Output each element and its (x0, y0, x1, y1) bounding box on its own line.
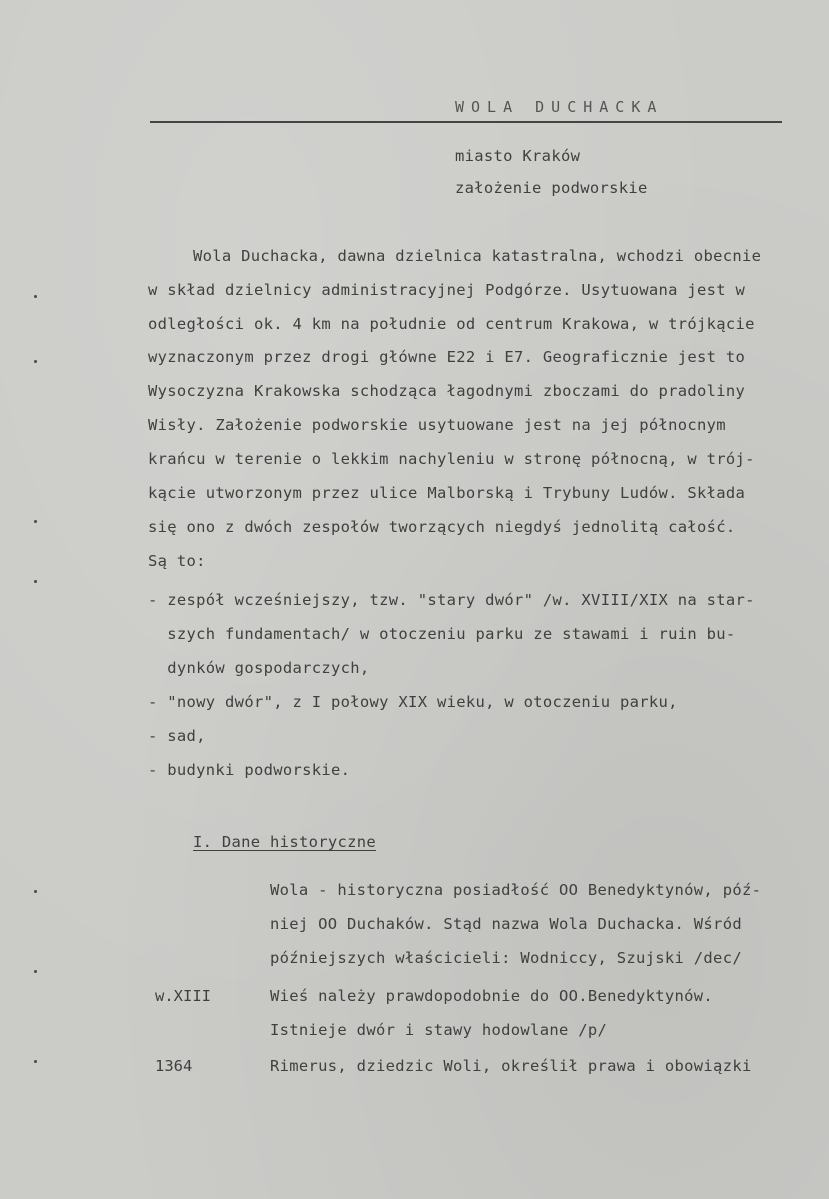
binding-hole (34, 970, 37, 973)
document-title: WOLA DUCHACKA (455, 98, 664, 116)
section-line: Wola - historyczna posiadłość OO Benedyktynów, póź- (270, 881, 762, 899)
section-line: późniejszych właścicieli: Wodniccy, Szujski /dec/ (270, 949, 742, 967)
binding-hole (34, 360, 37, 363)
list-item: - "nowy dwór", z I połowy XIX wieku, w otoczeniu parku, (148, 693, 678, 711)
intro-line: Wola Duchacka, dawna dzielnica katastralna, wchodzi obecnie (193, 247, 762, 265)
binding-hole (34, 520, 37, 523)
entry-line: Wieś należy prawdopodobnie do OO.Benedyktynów. (270, 987, 714, 1005)
list-item: - zespół wcześniejszy, tzw. "stary dwór" /w. XVIII/XIX na star- (148, 591, 755, 609)
city-label: miasto Kraków (455, 147, 581, 165)
entry-date: 1364 (155, 1057, 193, 1075)
list-item: - sad, (148, 727, 206, 745)
intro-line: w skład dzielnicy administracyjnej Podgórze. Usytuowana jest w (148, 281, 746, 299)
intro-line: Wisły. Założenie podworskie usytuowane jest na jej północnym (148, 416, 726, 434)
entry-line: Rimerus, dziedzic Woli, określił prawa i obowiązki (270, 1057, 752, 1075)
binding-hole (34, 295, 37, 298)
intro-line: się ono z dwóch zespołów tworzących niegdyś jednolitą całość. (148, 518, 736, 536)
entry-line: Istnieje dwór i stawy hodowlane /p/ (270, 1021, 608, 1039)
section-line: niej OO Duchaków. Stąd nazwa Wola Duchacka. Wśród (270, 915, 742, 933)
intro-line: Wysoczyzna Krakowska schodząca łagodnymi zboczami do pradoliny (148, 382, 746, 400)
list-item: szych fundamentach/ w otoczeniu parku ze stawami i ruin bu- (148, 625, 736, 643)
type-label: założenie podworskie (455, 179, 648, 197)
section-heading: I. Dane historyczne (193, 833, 377, 851)
intro-line: Są to: (148, 552, 206, 570)
binding-hole (34, 580, 37, 583)
intro-line: kącie utworzonym przez ulice Malborską i Trybuny Ludów. Składa (148, 484, 746, 502)
title-rule (150, 121, 782, 123)
intro-line: wyznaczonym przez drogi główne E22 i E7. Geograficznie jest to (148, 348, 746, 366)
binding-hole (34, 890, 37, 893)
entry-date: w.XIII (155, 987, 211, 1005)
intro-line: odległości ok. 4 km na południe od centrum Krakowa, w trójkącie (148, 315, 755, 333)
list-item: dynków gospodarczych, (148, 659, 370, 677)
intro-line: krańcu w terenie o lekkim nachyleniu w stronę północną, w trój- (148, 450, 755, 468)
binding-hole (34, 1060, 37, 1063)
list-item: - budynki podworskie. (148, 761, 351, 779)
